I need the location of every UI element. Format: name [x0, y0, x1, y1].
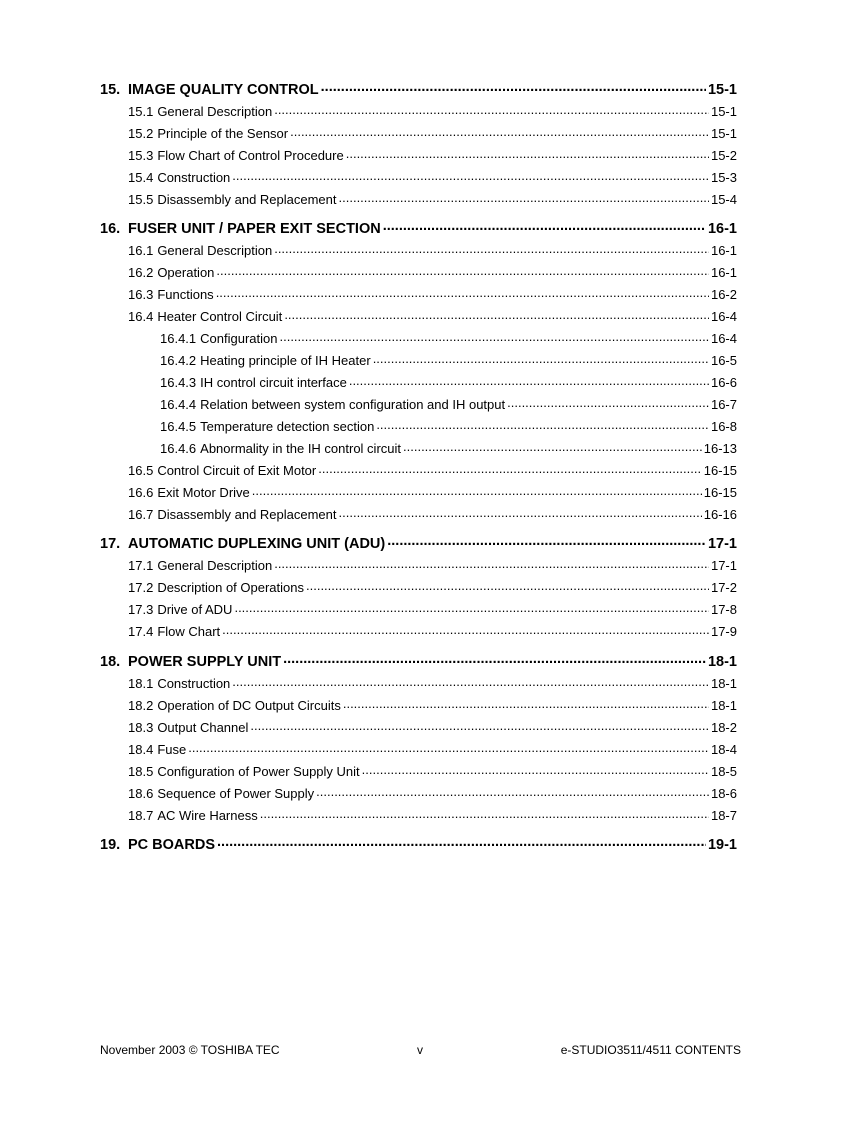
- dot-leader: [274, 242, 709, 255]
- dot-leader: [216, 264, 709, 277]
- page-number: 16-1: [710, 265, 737, 280]
- toc-entry[interactable]: [128, 623, 737, 641]
- section-title: General Description: [157, 243, 273, 258]
- section-number: 15.3: [128, 148, 154, 163]
- dot-leader: [234, 601, 709, 614]
- section-number: 18.6: [128, 786, 154, 801]
- toc-entry[interactable]: [128, 675, 737, 693]
- page-number: 18-1: [710, 676, 737, 691]
- page-number: 19-1: [707, 836, 737, 853]
- toc-entry[interactable]: [160, 440, 737, 458]
- dot-leader: [279, 330, 708, 343]
- dot-leader: [188, 741, 709, 754]
- dot-leader: [339, 191, 709, 204]
- page-number: 16-7: [710, 397, 737, 412]
- section-title: Fuse: [157, 742, 187, 757]
- section-number: 16.4.2: [160, 353, 197, 368]
- section-title: Exit Motor Drive: [157, 485, 250, 500]
- toc-entry[interactable]: [128, 308, 737, 326]
- page-number: 16-8: [710, 419, 737, 434]
- page-number: 18-1: [710, 698, 737, 713]
- page-number: 16-1: [707, 220, 737, 237]
- section-number: 17.2: [128, 580, 154, 595]
- page-number: 17-9: [710, 624, 737, 639]
- toc-entry[interactable]: [160, 418, 737, 436]
- toc-entry[interactable]: [128, 763, 737, 781]
- section-number: 15.4: [128, 170, 154, 185]
- section-title: Flow Chart: [157, 624, 221, 639]
- section-title: AC Wire Harness: [157, 808, 258, 823]
- toc-entry[interactable]: [160, 374, 737, 392]
- dot-leader: [290, 125, 709, 138]
- toc-entry[interactable]: [128, 125, 737, 143]
- page-number: 17-2: [710, 580, 737, 595]
- dot-leader: [507, 396, 709, 409]
- footer-date-copyright: November 2003 © TOSHIBA TEC: [100, 1043, 280, 1057]
- section-title: Principle of the Sensor: [157, 126, 289, 141]
- toc-entry[interactable]: [128, 697, 737, 715]
- toc-entry[interactable]: [128, 506, 737, 524]
- page-number: 16-13: [703, 441, 737, 456]
- section-title: Flow Chart of Control Procedure: [157, 148, 344, 163]
- toc-entry[interactable]: [128, 579, 737, 597]
- section-title: Sequence of Power Supply: [157, 786, 315, 801]
- section-number: 16.1: [128, 243, 154, 258]
- toc-entry[interactable]: [128, 785, 737, 803]
- section-title: Configuration of Power Supply Unit: [157, 764, 360, 779]
- dot-leader: [274, 557, 709, 570]
- page-number: 16-4: [710, 309, 737, 324]
- toc-entry[interactable]: [128, 169, 737, 187]
- page-number: 17-1: [710, 558, 737, 573]
- dot-leader: [252, 484, 702, 497]
- toc-entry[interactable]: [128, 807, 737, 825]
- page-number: 15-1: [710, 126, 737, 141]
- section-number: 17.4: [128, 624, 154, 639]
- chapter-number: 16.: [100, 220, 121, 237]
- toc-chapter-15[interactable]: [100, 79, 737, 99]
- section-number: 16.3: [128, 287, 154, 302]
- page-number: 15-4: [710, 192, 737, 207]
- toc-entry[interactable]: [128, 191, 737, 209]
- toc-entry[interactable]: [128, 264, 737, 282]
- section-title: Construction: [157, 676, 231, 691]
- dot-leader: [362, 763, 709, 776]
- chapter-title: PC BOARDS: [128, 836, 216, 853]
- dot-leader: [284, 308, 709, 321]
- section-title: Heating principle of IH Heater: [200, 353, 371, 368]
- dot-leader: [250, 719, 709, 732]
- toc-entry[interactable]: [128, 242, 737, 260]
- section-number: 16.7: [128, 507, 154, 522]
- section-number: 16.4.4: [160, 397, 197, 412]
- chapter-number: 19.: [100, 836, 121, 853]
- section-number: 18.3: [128, 720, 154, 735]
- toc-entry[interactable]: [128, 601, 737, 619]
- page-number: 18-5: [710, 764, 737, 779]
- section-title: Temperature detection section: [200, 419, 375, 434]
- section-number: 18.4: [128, 742, 154, 757]
- toc-entry[interactable]: [128, 147, 737, 165]
- page-number: 15-3: [710, 170, 737, 185]
- page-number: 16-15: [703, 463, 737, 478]
- dot-leader: [318, 462, 702, 475]
- toc-chapter-18[interactable]: [100, 651, 737, 671]
- section-title: Relation between system configuration and IH output: [200, 397, 506, 412]
- section-number: 18.5: [128, 764, 154, 779]
- dot-leader: [321, 79, 706, 94]
- dot-leader: [232, 675, 709, 688]
- section-number: 16.4: [128, 309, 154, 324]
- section-number: 16.4.5: [160, 419, 197, 434]
- section-number: 16.4.1: [160, 331, 197, 346]
- dot-leader: [306, 579, 709, 592]
- dot-leader: [346, 147, 709, 160]
- chapter-title: AUTOMATIC DUPLEXING UNIT (ADU): [128, 535, 386, 552]
- page-number: 18-6: [710, 786, 737, 801]
- dot-leader: [373, 352, 709, 365]
- page-number: 18-7: [710, 808, 737, 823]
- section-title: Operation of DC Output Circuits: [157, 698, 341, 713]
- chapter-number: 18.: [100, 653, 121, 670]
- section-title: Heater Control Circuit: [157, 309, 283, 324]
- section-title: Construction: [157, 170, 231, 185]
- page-number: 16-6: [710, 375, 737, 390]
- section-title: IH control circuit interface: [200, 375, 347, 390]
- dot-leader: [349, 374, 709, 387]
- page-number: 16-4: [710, 331, 737, 346]
- toc-entry[interactable]: [128, 557, 737, 575]
- section-title: General Description: [157, 104, 273, 119]
- section-title: Abnormality in the IH control circuit: [200, 441, 402, 456]
- dot-leader: [217, 834, 706, 849]
- section-number: 15.5: [128, 192, 154, 207]
- page-number: 16-5: [710, 353, 737, 368]
- chapter-number: 15.: [100, 81, 121, 98]
- section-title: General Description: [157, 558, 273, 573]
- toc-chapter-17[interactable]: [100, 533, 737, 553]
- dot-leader: [339, 506, 702, 519]
- dot-leader: [403, 440, 702, 453]
- chapter-title: POWER SUPPLY UNIT: [128, 653, 282, 670]
- toc-entry[interactable]: [160, 396, 737, 414]
- section-title: Description of Operations: [157, 580, 304, 595]
- toc-entry[interactable]: [128, 484, 737, 502]
- toc-entry[interactable]: [128, 719, 737, 737]
- page-number: 16-2: [710, 287, 737, 302]
- footer-document-title: e-STUDIO3511/4511 CONTENTS: [560, 1043, 741, 1057]
- dot-leader: [383, 218, 706, 233]
- section-title: Control Circuit of Exit Motor: [157, 463, 317, 478]
- section-number: 17.3: [128, 602, 154, 617]
- page-number: 18-4: [710, 742, 737, 757]
- dot-leader: [376, 418, 709, 431]
- page-number: 17-8: [710, 602, 737, 617]
- page-number: 15-1: [707, 81, 737, 98]
- dot-leader: [260, 807, 709, 820]
- chapter-title: IMAGE QUALITY CONTROL: [128, 81, 319, 98]
- toc-chapter-16[interactable]: [100, 218, 737, 238]
- chapter-number: 17.: [100, 535, 121, 552]
- chapter-title: FUSER UNIT / PAPER EXIT SECTION: [128, 220, 381, 237]
- page-number: 15-1: [710, 104, 737, 119]
- page-number: 17-1: [707, 535, 737, 552]
- section-number: 18.7: [128, 808, 154, 823]
- section-title: Operation: [157, 265, 215, 280]
- section-number: 16.4.6: [160, 441, 197, 456]
- section-title: Disassembly and Replacement: [157, 192, 337, 207]
- section-title: Functions: [157, 287, 214, 302]
- dot-leader: [232, 169, 709, 182]
- dot-leader: [387, 533, 706, 548]
- dot-leader: [343, 697, 709, 710]
- page-number: 18-1: [707, 653, 737, 670]
- toc-entry[interactable]: [160, 352, 737, 370]
- dot-leader: [222, 623, 709, 636]
- page-number: 16-16: [703, 507, 737, 522]
- toc-chapter-19[interactable]: [100, 834, 737, 854]
- dot-leader: [316, 785, 709, 798]
- page-number: 16-15: [703, 485, 737, 500]
- section-number: 16.6: [128, 485, 154, 500]
- section-number: 16.4.3: [160, 375, 197, 390]
- page-number: 16-1: [710, 243, 737, 258]
- section-number: 15.2: [128, 126, 154, 141]
- section-number: 18.2: [128, 698, 154, 713]
- section-title: Drive of ADU: [157, 602, 233, 617]
- dot-leader: [274, 103, 709, 116]
- section-number: 16.2: [128, 265, 154, 280]
- dot-leader: [283, 651, 706, 666]
- section-number: 17.1: [128, 558, 154, 573]
- footer-page-number: v: [417, 1043, 423, 1057]
- toc-entry[interactable]: [128, 286, 737, 304]
- toc-entry[interactable]: [128, 103, 737, 121]
- section-number: 18.1: [128, 676, 154, 691]
- section-title: Disassembly and Replacement: [157, 507, 337, 522]
- section-number: 16.5: [128, 463, 154, 478]
- page-footer: [100, 1043, 741, 1061]
- section-title: Output Channel: [157, 720, 249, 735]
- section-number: 15.1: [128, 104, 154, 119]
- toc-entry[interactable]: [128, 741, 737, 759]
- toc-entry[interactable]: [128, 462, 737, 480]
- page-number: 18-2: [710, 720, 737, 735]
- section-title: Configuration: [200, 331, 278, 346]
- page-number: 15-2: [710, 148, 737, 163]
- dot-leader: [216, 286, 709, 299]
- toc-entry[interactable]: [160, 330, 737, 348]
